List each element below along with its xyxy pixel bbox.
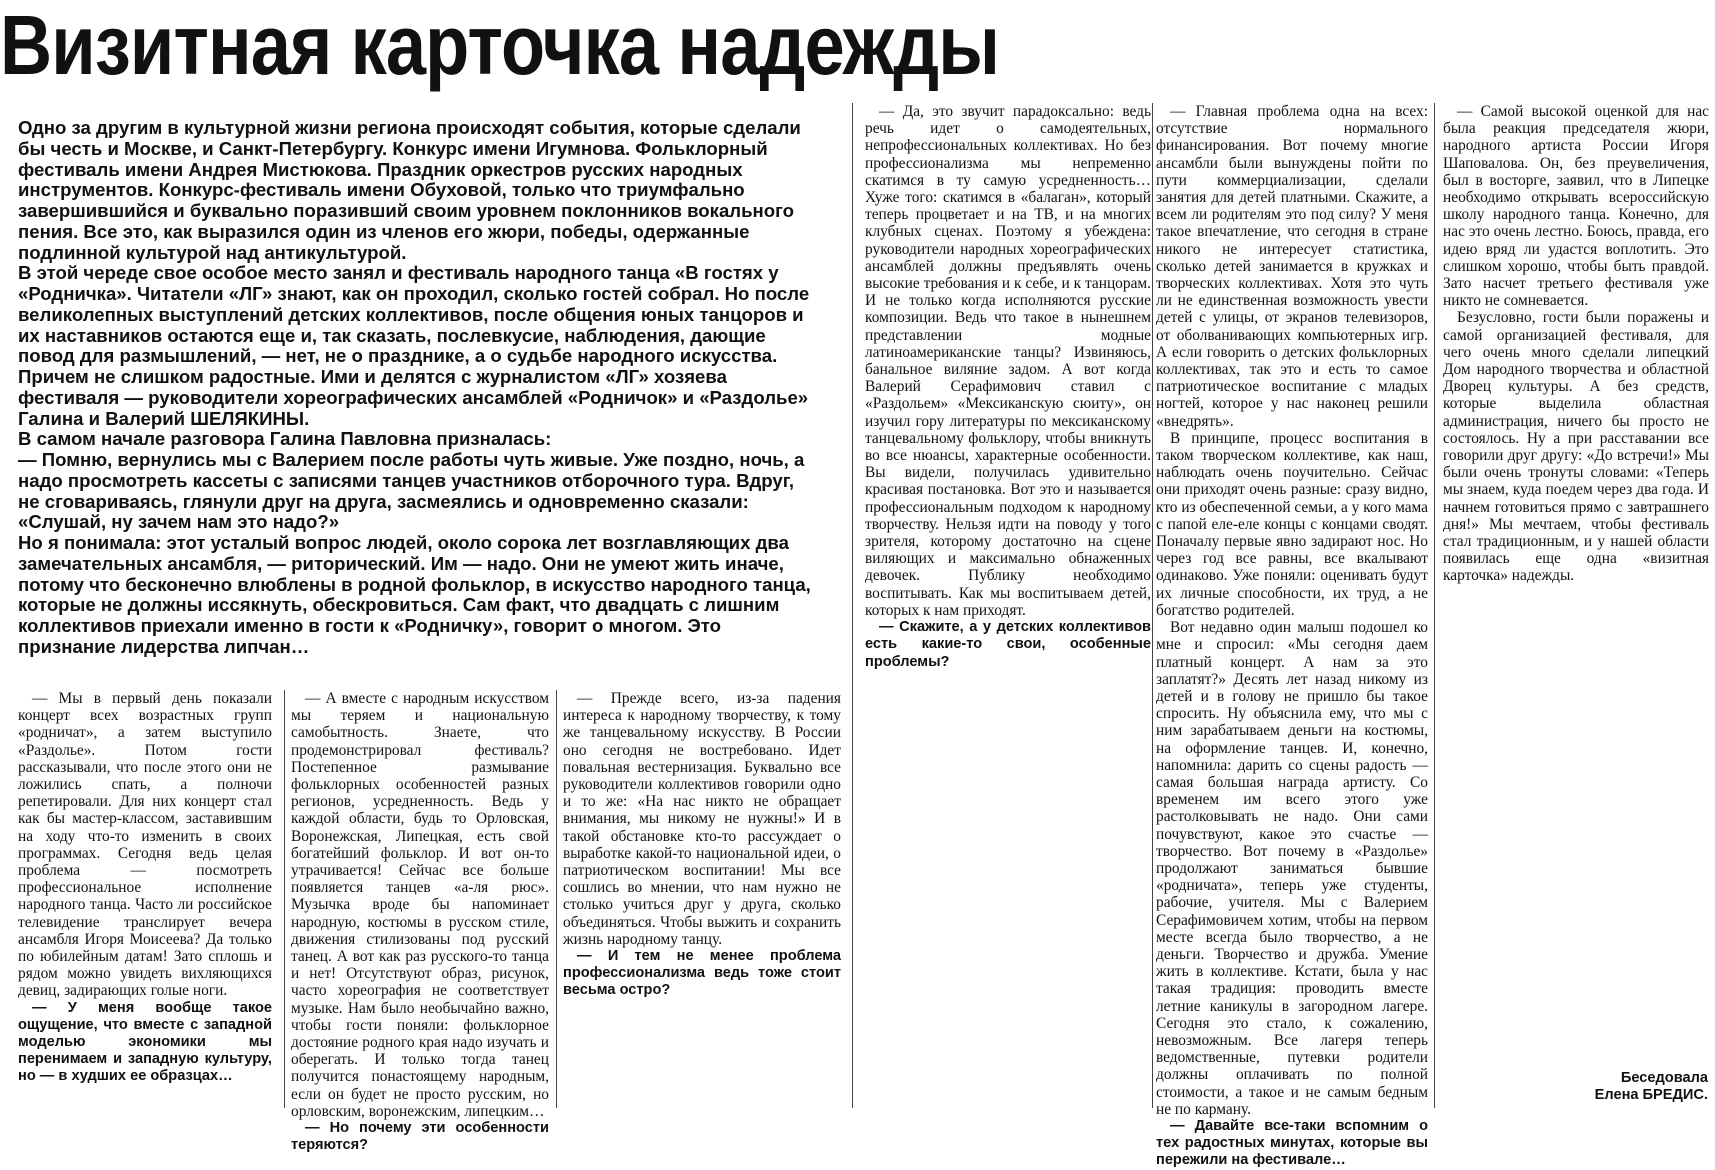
answer-paragraph: В принципе, процесс воспитания в таком творческом коллективе, как наш, наблюдать очень поучительно. Сейчас они приходят очень разные: сразу видно, кто из обеспеченной семьи, а у кого мама с папой еле-еле концы с концами сводят. Поначалу первые явно задирают нос. Но через год все равны, все вкалывают одинаково. Уже поняли: оценивать будут их личные способности, их труд, а не богатство родителей. [1156,429,1428,619]
column-divider [1152,103,1153,1108]
column-divider [1434,103,1435,1108]
answer-paragraph: — Самой высокой оценкой для нас была реакция председателя жюри, народного артиста России Игоря Шаповалова. Он, без преувеличения, был в восторге, заявил, что в Липецке необходимо открывать всероссийскую школу народного танца. Конечно, для нас это очень лестно. Боюсь, правда, его идею вряд ли удастся воплотить. Это слишком хорошо, чтобы быть правдой. Зато насчет третьего фестиваля уже никто не сомневается. [1443,103,1709,310]
lead-para-4: — Помню, вернулись мы с Валерием после работы чуть живые. Уже поздно, ночь, а надо просмотреть кассеты с записями танцев участников отборочного тура. Вдруг, не сговариваясь, глянули друг на друга, засмеялись и одновременно сказали: «Слушай, ну зачем нам это надо?» [18,449,805,533]
answer-paragraph: — Главная проблема одна на всех: отсутствие нормального финансирования. Вот почему многие ансамбли были вынуждены пойти по пути коммерциализации, сделали занятия для детей платными. Скажите, а всем ли родителям это под силу? У меня такое впечатление, что сегодня в стране никого не интересует статистика, сколько детей занимается в кружках и творческих коллективах. Хотя это чуть ли не единственная возможность увести детей с улицы, от экранов телевизоров, от оболванивающих компьютерных игр. А если говорить о детских фольклорных коллективах, так это и есть то самое патриотическое воспитание с младых ногтей, которое у нас наконец решили «внедрять». [1156,103,1428,430]
byline-label: Беседовала [1620,1070,1708,1086]
article-column-5 [1156,103,1428,1169]
article-column-1 [18,690,272,1108]
column-divider [284,690,285,1108]
article-column-2 [291,690,549,1154]
column-divider [556,690,557,1108]
headline: Визитная карточка надежды [0,0,1000,92]
answer-paragraph: — А вместе с народным искусством мы теряем и национальную самобытность. Знаете, что продемонстрировал фестиваль? Постепенное размывание фольклорных особенностей разных регионов, усредненность. Ведь у каждой области, будь то Орловская, Воронежская, Липецкая, есть свой богатейший фольклор. И вот он-то утрачивается! Сейчас все больше появляется танцев «а-ля рюс». Музычка вроде бы напоминает народную, костюмы в русском стиле, движения стилизованы под русский танец. А вот как раз русского-то танца и нет! Отсутствуют образ, рисунок, часто хореография не соответствует музыке. Нам было необычайно важно, чтобы гости поняли: фольклорное достояние родного края надо изучать и оберегать. И только тогда танец получится понастоящему народным, если он будет не просто русским, но орловским, воронежским, липецким… [291,690,549,1120]
byline-author: Елена БРЕДИС. [1594,1087,1708,1103]
article-column-4 [865,103,1151,1108]
answer-paragraph: Безусловно, гости были поражены и самой организацией фестиваля, для чего очень много сделали липецкий Дом народного творчества и областной Дворец культуры. А без средств, которые выделила областная администрация, ничего бы просто не состоялось. Ну а при расставании все говорили друг другу: «До встречи!» Мы были очень тронуты словами: «Теперь мы знаем, куда поедем через два года. И начнем готовиться прямо с завтрашнего дня!» Мы мечтаем, чтобы фестиваль стал традиционным, и у нашей области появилась еще одна «визитная карточка» надежды. [1443,309,1709,585]
interview-question: — Скажите, а у детских коллективов есть какие-то свои, особенные проблемы? [865,619,1151,670]
lead-para-3: В самом начале разговора Галина Павловна призналась: [18,428,552,450]
answer-paragraph: Вот недавно один малыш подошел ко мне и спросил: «Мы сегодня даем платный концерт. А нам за это заплатят?» Десять лет назад никому из детей и в голову не пришло бы такое спросить. Ну объяснила ему, что мы с ним зарабатываем деньги на костюмы, на оформление танцев. И, конечно, напомнила: дарить со сцены радость — самая большая награда артисту. Со временем им всего этого уже растолковывать не надо. Они сами почувствуют, какое это счастье — творчество. Вот почему в «Раздолье» продолжают заниматься бывшие «родничата», теперь уже студенты, рабочие, учителя. Мы с Валерием Серафимовичем хотим, чтобы на первом месте всегда было творчество, а не деньги. Творчество и дружба. Умение жить в коллективе. Кстати, была у нас такая традиция: проводить вместе летние каникулы в загородном лагере. Сегодня это стало, к сожалению, невозможным. Все лагеря теперь ведомственные, путевки родители должны оплачивать по полной стоимости, а такое и не самым бедным не по карману. [1156,619,1428,1118]
article-column-6 [1443,103,1709,1049]
byline-signature [1500,1070,1708,1104]
interview-question: — У меня вообще такое ощущение, что вместе с западной моделью экономики мы перенимаем и западную культуру, но — в худших ее образцах… [18,999,272,1085]
answer-paragraph: — Мы в первый день показали концерт всех возрастных групп «родничат», а затем выступило «Раздолье». Потом гости рассказывали, что после этого они не ложились спать, а полночи репетировали. Для них концерт стал как бы мастер-классом, заставившим на ходу что-то изменить в своих программах. Сегодня ведь целая проблема — посмотреть профессиональное исполнение народного танца. Часто ли российское телевидение транслирует вечера ансамбля Игоря Моисеева? Да только по юбилейным датам! Зато сплошь и рядом можно увидеть вихляющихся девиц, задирающих голые ноги. [18,690,272,1000]
interview-question: — Но почему эти особенности теряются? [291,1120,549,1154]
answer-paragraph: — Да, это звучит парадоксально: ведь речь идет о самодеятельных, непрофессиональных коллективах. Но без профессионализма мы непременно скатимся в ту самую усредненность… Хуже того: скатимся в «балаган», который теперь процветает и на ТВ, и на многих клубных сценах. Поэтому я убеждена: руководители народных хореографических ансамблей должны предъявлять очень высокие требования и к себе, и к танцорам. И не только когда исполняются русские композиции. Ведь что такое в нынешнем представлении модные латиноамериканские танцы? Извиняюсь, банальное виляние задом. А вот когда Валерий Серафимович ставил с «Раздольем» «Мексиканскую сюиту», он изучил гору литературы по мексиканскому танцевальному фольклору, чтобы вникнуть во все нюансы, характерные особенности. Вы видели, получилась удивительно красивая постановка. Вот это и называется профессиональным подходом к народному творчеству. Нельзя идти на поводу у того зрителя, которому достаточно на сцене виляющих и максимально обнаженных девочек. Публику необходимо воспитывать. Как мы воспитываем детей, которых к нам приходят. [865,103,1151,619]
column-divider [852,103,853,1108]
interview-question: — Давайте все-таки вспомним о тех радостных минутах, которые вы пережили на фестивале… [1156,1117,1428,1169]
lead-para-1: Одно за другим в культурной жизни региона происходят события, которые сделали бы честь и Москве, и Санкт-Петербургу. Конкурс имени Игумнова. Фольклорный фестиваль имени Андрея Мистюкова. Праздник оркестров русских народных инструментов. Конкурс-фестиваль имени Обуховой, только что триумфально завершившийся и буквально поразивший своим уровнем поклонников вокального пения. Все это, как выразился один из членов его жюри, победы, одержанные подлинной культурой над антикультурой. [18,117,801,263]
lead-para-5: Но я понимала: этот усталый вопрос людей, около сорока лет возглавляющих два замечательных ансамбля, — риторический. Им — надо. Они не умеют жить иначе, потому что бесконечно влюблены в родной фольклор, в искусство народного танца, которые не должны иссякнуть, обескровиться. Сам факт, что двадцать с лишним коллективов приехали именно в гости к «Родничку», говорит о многом. Это признание лидерства липчан… [18,532,811,657]
answer-paragraph: — Прежде всего, из-за падения интереса к народному творчеству, к тому же танцевальному искусству. В России оно сегодня не востребовано. Идет повальная вестернизация. Буквально все руководители коллективов говорили одно и то же: «На нас никто не обращает внимания, мы никому не нужны!» И в такой обстановке кто-то рассуждает о выработке какой-то национальной идеи, о патриотическом воспитании! Мы все сошлись во мнении, что нам нужно не столько учиться друг у друга, сколько объединяться. Чтобы выжить и сохранить жизнь народному танцу. [563,690,841,948]
lead-paragraph [18,118,818,680]
interview-question: — И тем не менее проблема профессионализма ведь тоже стоит весьма остро? [563,948,841,999]
article-column-3 [563,690,841,1108]
lead-para-2: В этой череде свое особое место занял и фестиваль народного танца «В гостях у «Родничка». Читатели «ЛГ» знают, как он проходил, сколько гостей собрал. Но после великолепных выступлений детских коллективов, после общения юных танцоров и их наставников остаются еще и, так сказать, послевкусие, наблюдения, дающие повод для размышлений, — нет, не о празднике, а о судьбе народного искусства. Причем не слишком радостные. Ими и делятся с журналистом «ЛГ» хозяева фестиваля — руководители хореографических ансамблей «Родничок» и «Раздолье» Галина и Валерий ШЕЛЯКИНЫ. [18,262,810,429]
